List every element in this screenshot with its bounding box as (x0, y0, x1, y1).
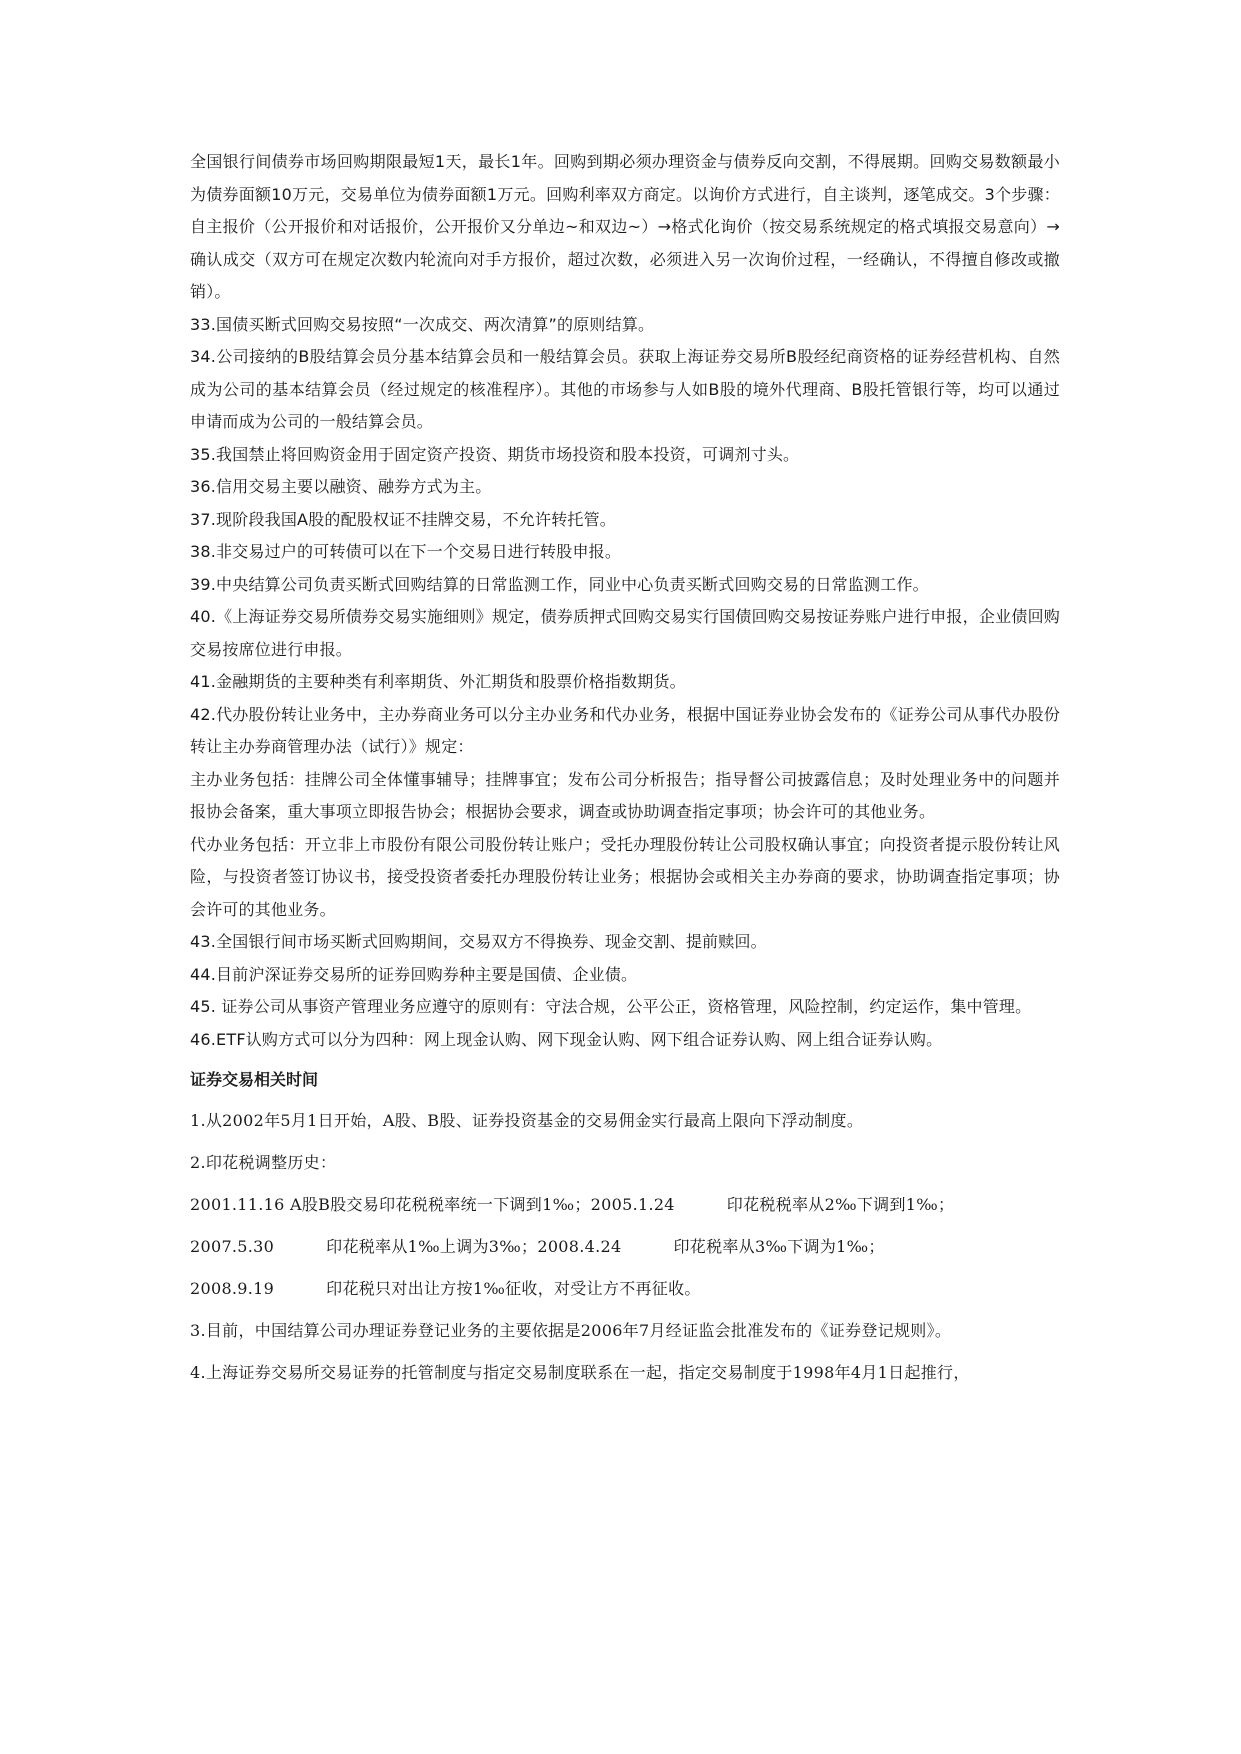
stamp-tax-row-3-b: 印花税只对出让方按1‰征收，对受让方不再征收。 (326, 1279, 701, 1298)
time-item-3: 3.目前，中国结算公司办理证券登记业务的主要依据是2006年7月经证监会批准发布的《证券登记规则》。 (190, 1321, 952, 1340)
item-43: 43.全国银行间市场买断式回购期间，交易双方不得换券、现金交割、提前赎回。 (190, 932, 767, 951)
time-item-4: 4.上海证券交易所交易证券的托管制度与指定交易制度联系在一起，指定交易制度于1998年4月1日起推行， (190, 1363, 970, 1382)
item-33: 33.国债买断式回购交易按照“一次成交、两次清算”的原则结算。 (190, 314, 655, 334)
time-item-2: 2.印花税调整历史： (190, 1153, 337, 1172)
stamp-tax-row-1-a: 2001.11.16 A股B股交易印花税税率统一下调到1‰；2005.1.24 (190, 1195, 675, 1214)
stamp-tax-row-2 (190, 1226, 1060, 1268)
stamp-tax-row-2-a: 2007.5.30 (190, 1237, 275, 1256)
section-heading: 证券交易相关时间 (190, 1070, 319, 1089)
stamp-tax-row-2-c: 印花税率从3‰下调为1‰； (673, 1237, 885, 1256)
stamp-tax-row-3-a: 2008.9.19 (190, 1279, 275, 1298)
item-39: 39.中央结算公司负责买断式回购结算的日常监测工作，同业中心负责买断式回购交易的日常监测工作。 (190, 574, 929, 594)
item-34: 34.公司接纳的B股结算会员分基本结算会员和一般结算会员。获取上海证券交易所B股经纪商资格的证券经营机构、自然成为公司的基本结算会员（经过规定的核准程序）。其他的市场参与人如B股的境外代理商、B股托管银行等，均可以通过申请而成为公司的一般结算会员。 (190, 347, 1060, 431)
stamp-tax-row-3 (190, 1268, 1060, 1310)
stamp-tax-row-1-b: 印花税税率从2‰下调到1‰； (726, 1195, 955, 1214)
item-38: 38.非交易过户的可转债可以在下一个交易日进行转股申报。 (190, 542, 622, 561)
item-36: 36.信用交易主要以融资、融券方式为主。 (190, 477, 492, 496)
item-42: 42.代办股份转让业务中，主办券商业务可以分主办业务和代办业务，根据中国证券业协会发布的《证券公司从事代办股份转让主办券商管理办法（试行）》规定： (190, 704, 1060, 756)
item-45: 45. 证券公司从事资产管理业务应遵守的原则有：守法合规，公平公正，资格管理，风险控制，约定运作，集中管理。 (190, 997, 1032, 1016)
item-41: 41.金融期货的主要种类有利率期货、外汇期货和股票价格指数期货。 (190, 672, 686, 691)
item-46: 46.ETF认购方式可以分为四种：网上现金认购、网下现金认购、网下组合证券认购、网上组合证券认购。 (190, 1029, 943, 1049)
stamp-tax-row-2-b: 印花税率从1‰上调为3‰；2008.4.24 (326, 1237, 622, 1256)
document-body (190, 146, 1060, 1394)
item-42-agency-business: 代办业务包括：开立非上市股份有限公司股份转让账户；受托办理股份转让公司股权确认事宜；向投资者提示股份转让风险，与投资者签订协议书，接受投资者委托办理股份转让业务；根据协会或相关主办券商的要求，协助调查指定事项；协会许可的其他业务。 (190, 834, 1060, 919)
item-37: 37.现阶段我国A股的配股权证不挂牌交易，不允许转托管。 (190, 509, 616, 529)
time-item-1: 1.从2002年5月1日开始，A股、B股、证券投资基金的交易佣金实行最高上限向下浮动制度。 (190, 1111, 864, 1130)
item-35: 35.我国禁止将回购资金用于固定资产投资、期货市场投资和股本投资，可调剂寸头。 (190, 444, 800, 464)
item-40: 40.《上海证券交易所债券交易实施细则》规定，债券质押式回购交易实行国债回购交易按证券账户进行申报，企业债回购交易按席位进行申报。 (190, 607, 1060, 659)
item-42-main-business: 主办业务包括：挂牌公司全体懂事辅导；挂牌事宜；发布公司分析报告；指导督公司披露信息；及时处理业务中的问题并报协会备案，重大事项立即报告协会；根据协会要求，调查或协助调查指定事项；协会许可的其他业务。 (190, 769, 1060, 821)
paragraph-interbank-repo: 全国银行间债券市场回购期限最短1天，最长1年。回购到期必须办理资金与债券反向交割，不得展期。回购交易数额最小为债券面额10万元，交易单位为债券面额1万元。回购利率双方商定。以询价方式进行，自主谈判，逐笔成交。3个步骤：自主报价（公开报价和对话报价，公开报价又分单边~和双边~）→格式化询价（按交易系统规定的格式填报交易意向）→确认成交（双方可在规定次数内轮流向对手方报价，超过次数，必须进入另一次询价过程，一经确认，不得擅自修改或撤销）。 (190, 152, 1060, 301)
stamp-tax-row-1 (190, 1184, 1060, 1226)
item-44: 44.目前沪深证券交易所的证券回购券种主要是国债、企业债。 (190, 964, 638, 984)
